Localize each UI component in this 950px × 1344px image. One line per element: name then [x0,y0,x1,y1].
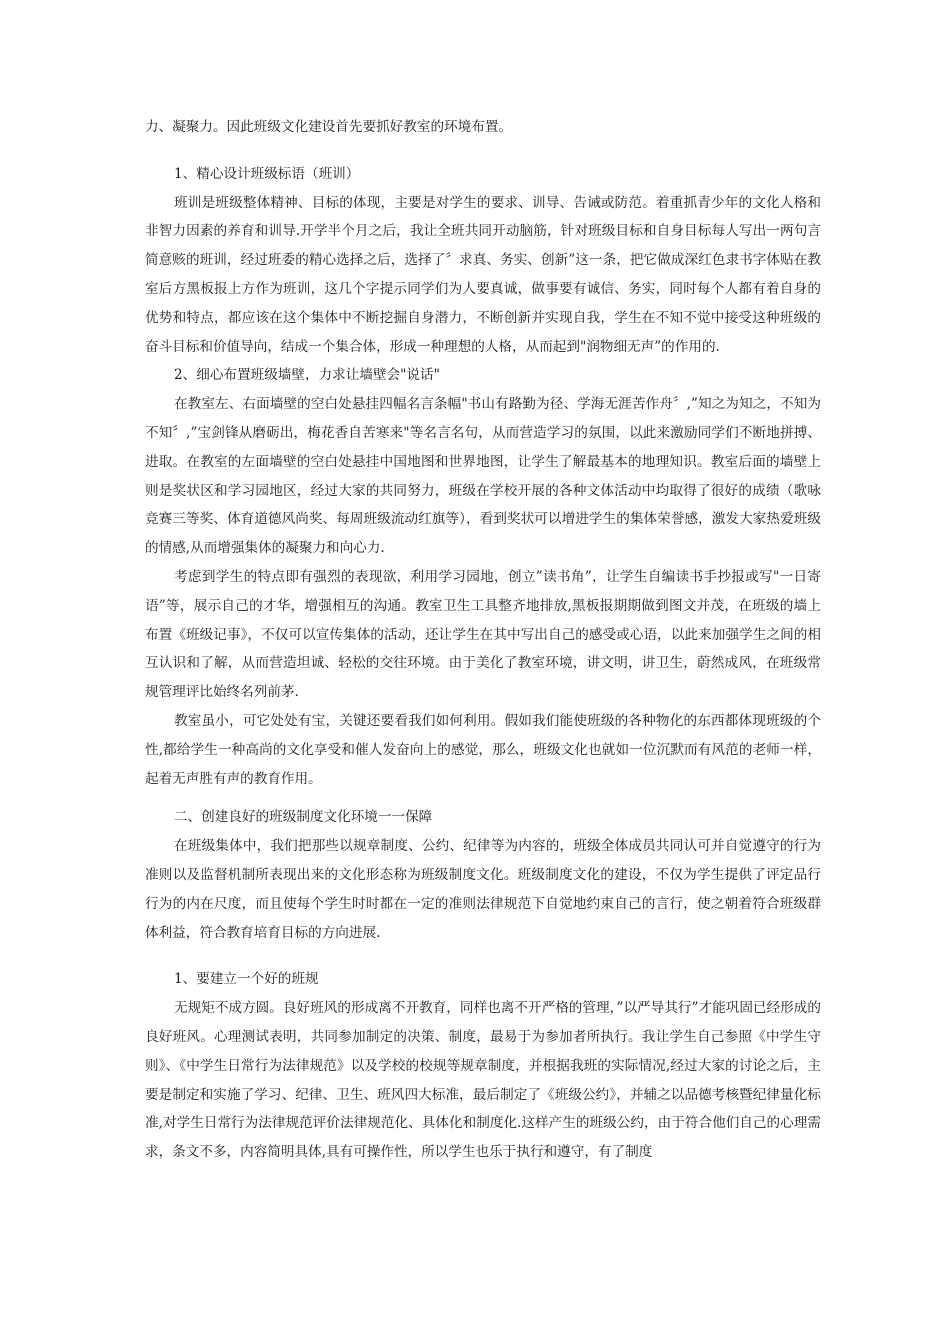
section-heading-slogan: 1、精心设计班级标语（班训） [174,165,360,182]
spacer [145,793,821,803]
section-heading-walls: 2、细心布置班级墙壁，力求让墙壁会"说话" [174,367,440,384]
document-body [145,113,821,1167]
section-heading-system-culture: 二、创建良好的班级制度文化环境一一保障 [174,809,433,826]
paragraph-wall-decoration: 在教室左、右面墙壁的空白处悬挂四幅名言条幅"书山有路勤为径、学海无涯苦作舟〞,”知之为知之，不知为不知〞,”宝剑锋从磨砺出，梅花香自苦寒来"等名言名句，从而营造学习的氛围，以此来激励同学们不断地拼搏、进取。在教室的左面墙壁的空白处悬挂中国地图和世界地图，让学生了解最基本的地理知识。教室后面的墙壁上则是奖状区和学习园地区，经过大家的共同努力，班级在学校开展的各种文体活动中均取得了很好的成绩（歌咏竞赛三等奖、体育道德风尚奖、每周班级流动红旗等），看到奖状可以增进学生的集体荣誉感，激发大家热爱班级的情感,从而增强集体的凝聚力和向心力. [145,396,821,557]
spacer [145,142,821,160]
paragraph-intro-continued: 力、凝聚力。因此班级文化建设首先要抓好教室的环境布置。 [145,119,513,135]
paragraph-system-culture: 在班级集体中，我们把那些以规章制度、公约、纪律等为内容的，班级全体成员共同认可并自觉遵守的行为准则以及监督机制所表现出来的文化形态称为班级制度文化。班级制度文化的建设，不仅为学生提供了评定品行行为的内在尺度，而且使每个学生时时都在一定的准则法律规范下自觉地约束自己的言行，使之朝着符合班级群体利益，符合教育培育目标的方向进展. [145,838,821,941]
paragraph-classroom-value: 教室虽小，可它处处有宝，关键还要看我们如何利用。假如我们能使班级的各种物化的东西都体现班级的个性,都给学生一种高尚的文化享受和催人发奋向上的感觉，那么，班级文化也就如一位沉默而有风范的老师一样，起着无声胜有声的教育作用。 [145,712,821,787]
paragraph-class-rules: 无规矩不成方圆。良好班风的形成离不开教育，同样也离不开严格的管理，”以严导其行”才能巩固已经形成的良好班风。心理测试表明，共同参加制定的决策、制度，最易于为参加者所执行。我让学生自己参照《中学生守则》、《中学生日常行为法律规范》以及学校的校规等规章制度，并根据我班的实际情况,经过大家的讨论之后，主要是制定和实施了学习、纪律、卫生、班风四大标准，最后制定了《班级公约》，并辅之以品德考核暨纪律量化标准,对学生日常行为法律规范评价法律规范化、具体化和制度化.这样产生的班级公约，由于符合他们自己的心理需求，条文不多，内容简明具体,具有可操作性，所以学生也乐于执行和遵守，有了制度 [145,1000,821,1161]
spacer [145,947,821,965]
paragraph-learning-garden: 考虑到学生的特点即有强烈的表现欲，利用学习园地，创立”读书角”，让学生自编读书手抄报或写"一日寄语”等，展示自己的才华，增强相互的沟通。教室卫生工具整齐地排放,黑板报期期做到图文并茂，在班级的墙上布置《班级记事》，不仅可以宣传集体的活动，还让学生在其中写出自己的感受或心语，以此来加强学生之间的相互认识和了解，从而营造坦诚、轻松的交往环境。由于美化了教室环境，讲文明，讲卫生，蔚然成风，在班级常规管理评比始终名列前茅. [145,568,821,701]
paragraph-class-motto: 班训是班级整体精神、目标的体现，主要是对学生的要求、训导、告诫或防范。着重抓青少年的文化人格和非智力因素的养育和训导.开学半个月之后，我让全班共同开动脑筋，针对班级目标和自身目标每人写出一两句言简意赅的班训，经过班委的精心选择之后，选择了〞求真、务实、创新”这一条，把它做成深红色隶书字体贴在教室后方黑板报上方作为班训，这几个字提示同学们为人要真诚，做事要有诚信、务实，同时每个人都有着自身的优势和特点，都应该在这个集体中不断挖掘自身潜力，不断创新并实现自我，学生在不知不觉中接受这种班级的奋斗目标和价值导向，结成一个集合体，形成一种理想的人格，从而起到"润物细无声”的作用的. [145,194,821,355]
section-heading-class-rules: 1、要建立一个好的班规 [174,971,319,988]
